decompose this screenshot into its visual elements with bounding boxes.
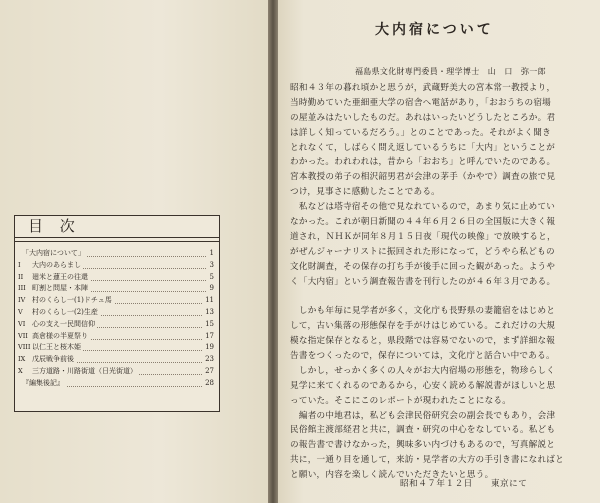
article-body [290, 81, 590, 483]
toc-entry-number: IV [18, 296, 26, 305]
article-line: の報告書で書けなかった，興味多い内づけもあるので，写真解説と [290, 440, 556, 451]
toc-entry-page: 27 [203, 366, 214, 378]
toc-entry-title: 『編集後記』 [22, 378, 64, 387]
toc-entry [18, 378, 216, 390]
toc-entry [18, 319, 216, 331]
article-line: 編者の中地君は，私ども会津民俗研究会の副会長でもあり，会津 [290, 410, 556, 421]
article-line: 昭和４３年の暮れ頃かと思うが，武蔵野美大の宮本常一教授より， [290, 83, 556, 93]
article-line: 模な指定保存となると，県段階では容易でないので，まず詳細な報 [290, 336, 556, 347]
article-line: つけ，見事さに感動したことである。 [290, 187, 441, 198]
toc-entry-number: III [18, 284, 26, 293]
toc-entry-number: VI [18, 319, 26, 328]
toc-entry [18, 295, 216, 307]
toc-entry-title: 三方道路・川路街道（日光街道） [32, 366, 137, 375]
toc-entry [18, 331, 216, 343]
toc-entry-number: IX [18, 355, 26, 364]
toc-entry [18, 366, 216, 378]
toc-entry-page: 28 [203, 378, 214, 390]
toc-entry-page: 5 [208, 272, 214, 284]
toc-entry-number: X [18, 366, 23, 375]
article-line: なかった。これが朝日新聞の４４年６月２６日の全国版に大きく報 [290, 217, 556, 228]
article-line: 文化財調査，その保存の打ち手が後手に回った観があった。ようや [290, 261, 556, 272]
toc-entry-title: 以仁王と桜木姫 [32, 343, 81, 352]
article-line: 共に，一通り目を通して，来訪・見学者の大方の手引き書になればと [290, 455, 564, 466]
toc-entry-number: V [18, 307, 23, 316]
toc-entry [18, 248, 216, 260]
toc-entry [18, 283, 216, 295]
article-line: 当時勤めていた亜細亜大学の宿舎へ電話があり，「おおうちの宿場 [290, 97, 552, 108]
article-line: く「大内宿」という調査報告書を刊行したのが４６年３月である。 [290, 276, 556, 287]
article-line: 私などは塔寺宿その他で見なれているので，あまり気に止めてい [290, 202, 556, 213]
article-line [290, 289, 590, 304]
toc-entry [18, 260, 216, 272]
toc-entry-title: 「大内宿について」 [22, 249, 85, 257]
article-line: 見学に来てくれるのであるから，心安く読める解説書がほしいと思 [290, 380, 556, 391]
toc-entry [18, 342, 216, 354]
toc-entry-page: 23 [203, 354, 214, 366]
article-line: と願い，内容を楽しく読んでいただきたいと思う。 [290, 470, 494, 481]
toc-entry-number: VIII [18, 343, 31, 352]
toc-entry-number: I [18, 260, 21, 269]
article-line: 告書をつくったので，保存については，文化庁と話合い中である。 [290, 351, 555, 362]
toc-entry-title: 高倉様の半夏祭り [32, 331, 88, 340]
book-gutter [268, 0, 278, 503]
article-line: とれなくて，しばらく問え返しているうちに「大内」ということが [290, 142, 556, 153]
toc-entry-page: 17 [203, 331, 214, 343]
toc-title: 目 次 [28, 217, 81, 235]
toc-entry-page: 11 [203, 295, 214, 307]
toc-entry-page: 3 [208, 260, 214, 272]
toc-entry-title: 廻米と蓮王の往還 [32, 272, 88, 281]
toc-entry [18, 354, 216, 366]
toc-entry-number: VII [18, 331, 28, 340]
toc-entry [18, 272, 216, 284]
toc-title-rule-double [14, 241, 220, 242]
toc-entry-title: 戊辰戦争前後 [32, 355, 74, 364]
article-line: がぜんジャーナリストに振回された形になって，どうやら私どもの [290, 246, 555, 257]
toc-entry-title: 村のくらし一(1)ドチュ馬 [32, 296, 112, 305]
article-line: わかった。われわれは，昔から「おおち」と呼んでいたのである。 [290, 157, 556, 168]
article-line: 宮本教授の弟子の相沢韶男君が会津の茅手（かやで）調査の旅で見 [290, 172, 556, 183]
article-title: 大内宿について [375, 22, 494, 38]
article-line: 道され，ＮＨＫが同年８月１５日夜「現代の映像」で放映すると， [290, 231, 556, 242]
toc-entry-title: 心の支え一民間信仰 [32, 319, 95, 328]
article-line: は詳しく知っているだろう。」とのことであった。それがよく聞き [290, 127, 551, 138]
article-line: しかし，せっかく多くの人々がお大内宿場の形態を，物珍らしく [290, 365, 556, 376]
toc-entry-page: 9 [208, 283, 214, 295]
article-date: 昭和４７年１２日 東京にて [400, 479, 528, 489]
toc-entry-page: 1 [208, 248, 214, 260]
article-line: の屋並みはたいしたものだ。あれはいったいどうしたところか。君 [290, 112, 556, 123]
toc-entry [18, 307, 216, 319]
toc-title-rule [14, 237, 220, 238]
toc-entry-title: 村のくらし一(2)生産 [32, 307, 98, 316]
toc-entry-page: 15 [203, 319, 214, 331]
toc-entry-number: II [18, 272, 24, 281]
toc-entry-title: 町割と問屋・本陣 [32, 284, 88, 293]
toc-entry-page: 19 [203, 342, 214, 354]
toc-list [18, 248, 216, 390]
article-line: 民俗館主渡部経君と共に，調査・研究の中心をなしている。私ども [290, 425, 556, 436]
toc-entry-page: 13 [203, 307, 214, 319]
article-line: して，古い集落の形態保存を手がけはじめている。これだけの大規 [290, 321, 556, 332]
article-byline: 福島県文化財専門委員・理学博士 山 口 弥一郎 [355, 67, 546, 76]
article-line: っていた。そこにこのレポートが現われたことになる。 [290, 395, 512, 406]
article-line: しかも年毎に見学者が多く，文化庁も長野県の妻籠宿をはじめと [290, 306, 556, 317]
toc-entry-title: 大内のあらまし [32, 260, 81, 269]
